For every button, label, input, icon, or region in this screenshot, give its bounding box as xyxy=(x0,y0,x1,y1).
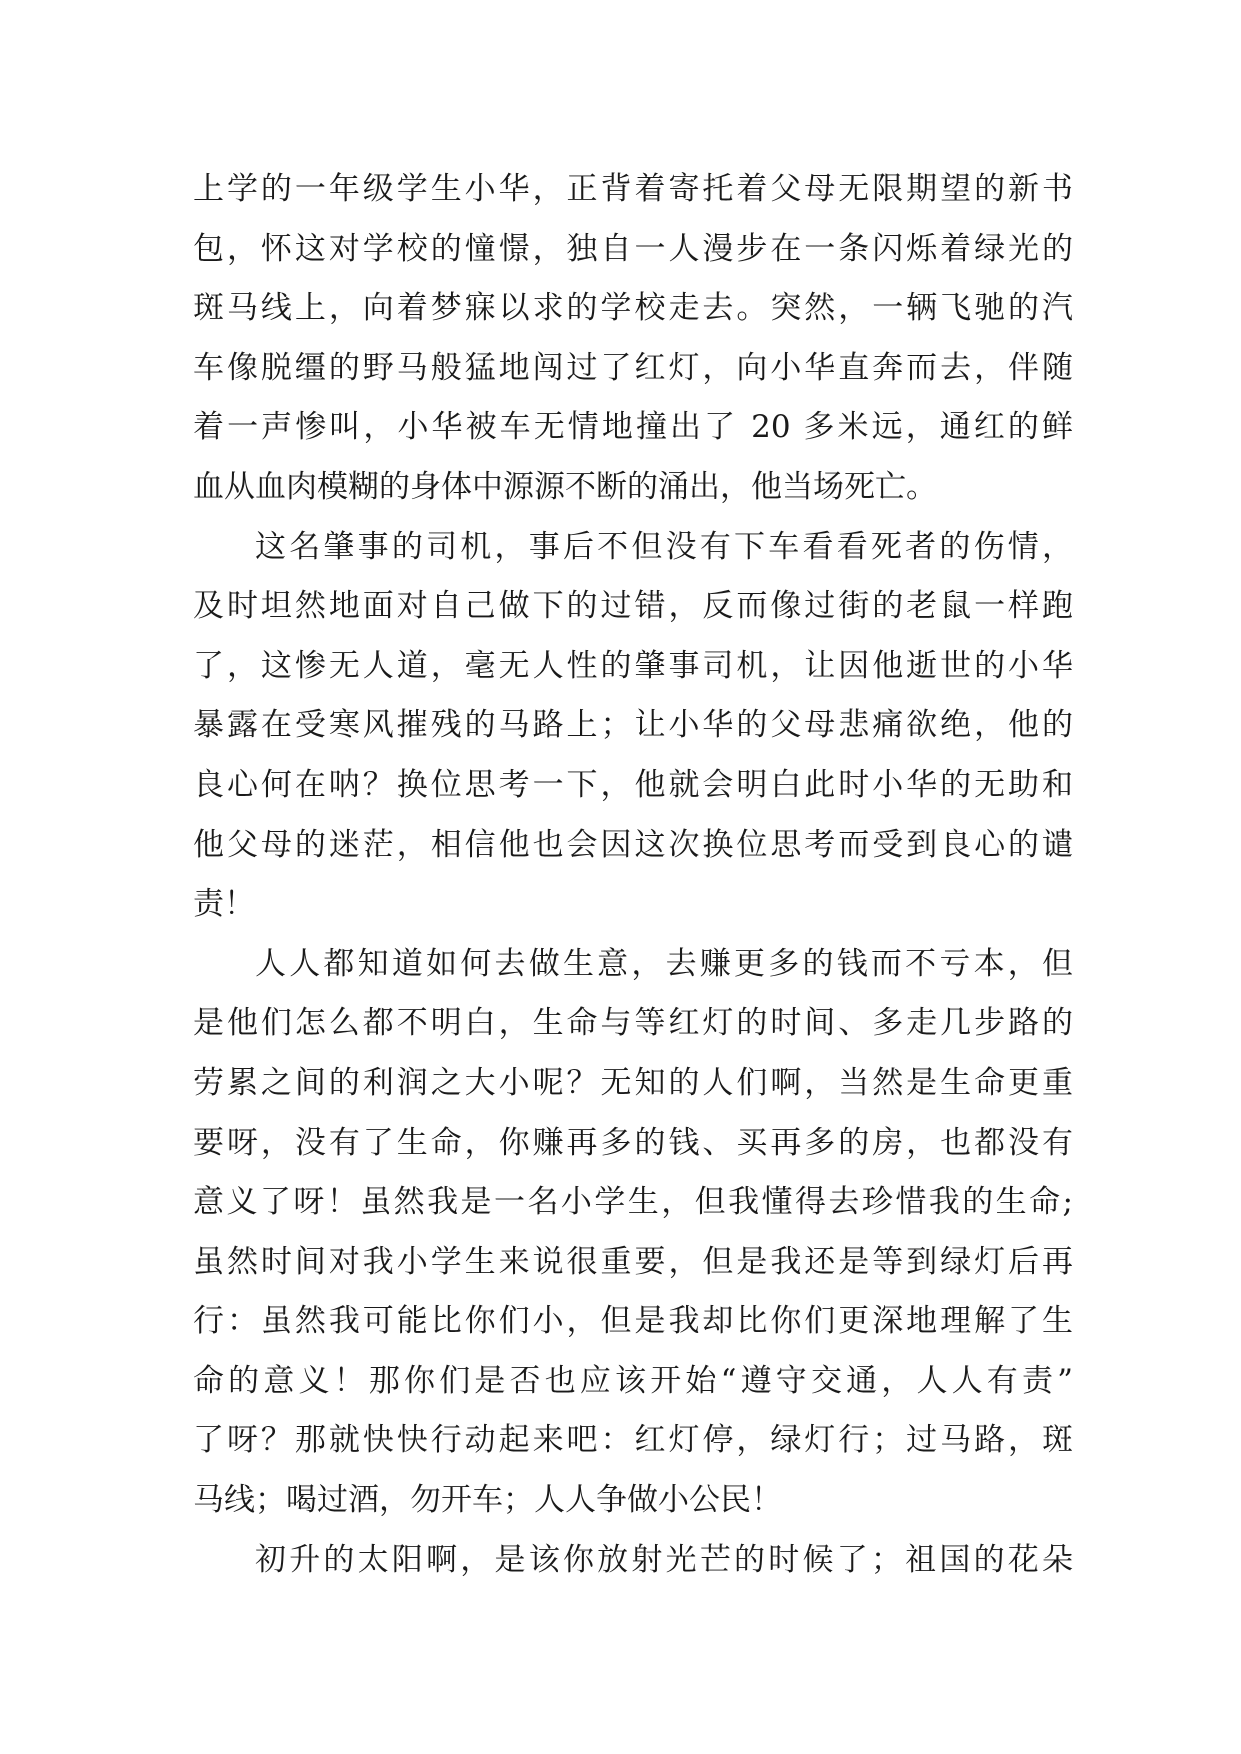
text-line: 暴露在受寒风摧残的马路上；让小华的父母悲痛欲绝，他的 xyxy=(193,707,1073,744)
text-line: 了呀？那就快快行动起来吧：红灯停，绿灯行；过马路，斑 xyxy=(193,1422,1073,1459)
text-line: 劳累之间的利润之大小呢？无知的人们啊，当然是生命更重 xyxy=(193,1064,1073,1101)
paragraph xyxy=(193,1531,1073,1591)
text-line: 马线；喝过酒，勿开车；人人争做小公民！ xyxy=(193,1482,782,1519)
text-line: 了，这惨无人道，毫无人性的肇事司机，让因他逝世的小华 xyxy=(193,647,1073,684)
text-line: 上学的一年级学生小华，正背着寄托着父母无限期望的新书 xyxy=(193,171,1073,207)
paragraph xyxy=(193,160,1073,518)
text-line: 人人都知道如何去做生意，去赚更多的钱而不亏本，但 xyxy=(255,945,1073,982)
text-line: 他父母的迷茫，相信他也会因这次换位思考而受到良心的谴 xyxy=(193,826,1073,863)
paragraph xyxy=(193,935,1073,1531)
document-body xyxy=(193,160,1073,1590)
text-line: 命的意义！那你们是否也应该开始“遵守交通，人人有责” xyxy=(193,1362,1073,1399)
text-line: 车像脱缰的野马般猛地闯过了红灯，向小华直奔而去，伴随 xyxy=(193,349,1073,386)
text-line: 包，怀这对学校的憧憬，独自一人漫步在一条闪烁着绿光的 xyxy=(193,230,1073,267)
text-line: 着一声惨叫，小华被车无情地撞出了 20 多米远，通红的鲜 xyxy=(193,409,1073,446)
text-line: 行：虽然我可能比你们小，但是我却比你们更深地理解了生 xyxy=(193,1303,1073,1340)
text-line: 意义了呀！虽然我是一名小学生，但我懂得去珍惜我的生命; xyxy=(193,1184,1073,1221)
paragraph xyxy=(193,518,1073,935)
text-line: 初升的太阳啊，是该你放射光芒的时候了；祖国的花朵 xyxy=(255,1541,1073,1578)
text-line: 血从血肉模糊的身体中源源不断的涌出，他当场死亡。 xyxy=(193,468,937,505)
text-line: 是他们怎么都不明白，生命与等红灯的时间、多走几步路的 xyxy=(193,1005,1073,1042)
text-line: 及时坦然地面对自己做下的过错，反而像过街的老鼠一样跑 xyxy=(193,588,1073,625)
text-line: 责！ xyxy=(193,886,255,923)
text-line: 虽然时间对我小学生来说很重要，但是我还是等到绿灯后再 xyxy=(193,1243,1073,1280)
text-line: 这名肇事的司机，事后不但没有下车看看死者的伤情， xyxy=(255,528,1073,565)
text-line: 斑马线上，向着梦寐以求的学校走去。突然，一辆飞驰的汽 xyxy=(193,290,1073,327)
text-line: 要呀，没有了生命，你赚再多的钱、买再多的房，也都没有 xyxy=(193,1124,1073,1161)
text-line: 良心何在呐？换位思考一下，他就会明白此时小华的无助和 xyxy=(193,766,1073,803)
